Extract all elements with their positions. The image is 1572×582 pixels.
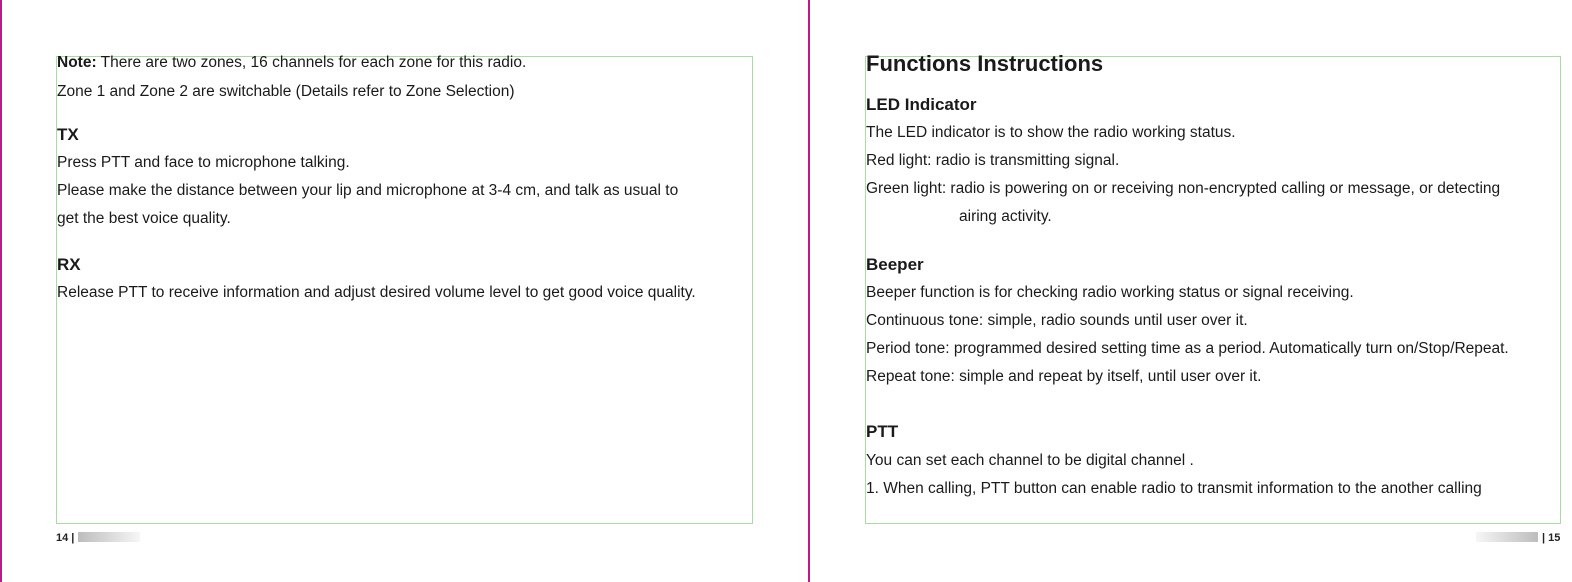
rx-heading: RX: [57, 255, 81, 274]
note-line: [57, 54, 526, 72]
right-page-number: | 15: [1542, 532, 1561, 544]
led-line-2: Red light: radio is transmitting signal.: [866, 152, 1120, 169]
ptt-heading: PTT: [866, 422, 899, 441]
tx-heading: TX: [57, 125, 79, 144]
led-heading: LED Indicator: [866, 95, 977, 114]
right-page-number-bar: [1476, 532, 1538, 542]
beeper-line-4: Repeat tone: simple and repeat by itself, until user over it.: [866, 368, 1262, 385]
led-line-3: Green light: radio is powering on or receiving non-encrypted calling or message, or detecting: [866, 180, 1501, 197]
beeper-line-3: Period tone: programmed desired setting time as a period. Automatically turn on/Stop/Repeat.: [866, 340, 1509, 357]
tx-line-3: get the best voice quality.: [57, 210, 231, 227]
beeper-heading: Beeper: [866, 255, 924, 274]
tx-line-1: Press PTT and face to microphone talking.: [57, 154, 350, 171]
zone-line: Zone 1 and Zone 2 are switchable (Details refer to Zone Selection): [57, 83, 515, 100]
page-divider-line: [808, 0, 810, 582]
note-text: There are two zones, 16 channels for each zone for this radio.: [96, 54, 527, 71]
ptt-line-2: 1. When calling, PTT button can enable radio to transmit information to the another calling: [866, 480, 1482, 497]
left-page-number-bar: [78, 532, 140, 542]
note-label: Note:: [57, 54, 97, 71]
page-title: Functions Instructions: [866, 51, 1104, 76]
left-page-number: 14 |: [56, 532, 75, 544]
led-line-1: The LED indicator is to show the radio working status.: [866, 124, 1236, 141]
led-line-4: airing activity.: [959, 208, 1052, 225]
tx-line-2: Please make the distance between your lip and microphone at 3-4 cm, and talk as usual to: [57, 182, 679, 199]
ptt-line-1: You can set each channel to be digital channel .: [866, 452, 1194, 469]
beeper-line-1: Beeper function is for checking radio working status or signal receiving.: [866, 284, 1354, 301]
left-edge-line: [0, 0, 2, 582]
rx-line: Release PTT to receive information and adjust desired volume level to get good voice quality.: [57, 284, 696, 301]
beeper-line-2: Continuous tone: simple, radio sounds until user over it.: [866, 312, 1248, 329]
